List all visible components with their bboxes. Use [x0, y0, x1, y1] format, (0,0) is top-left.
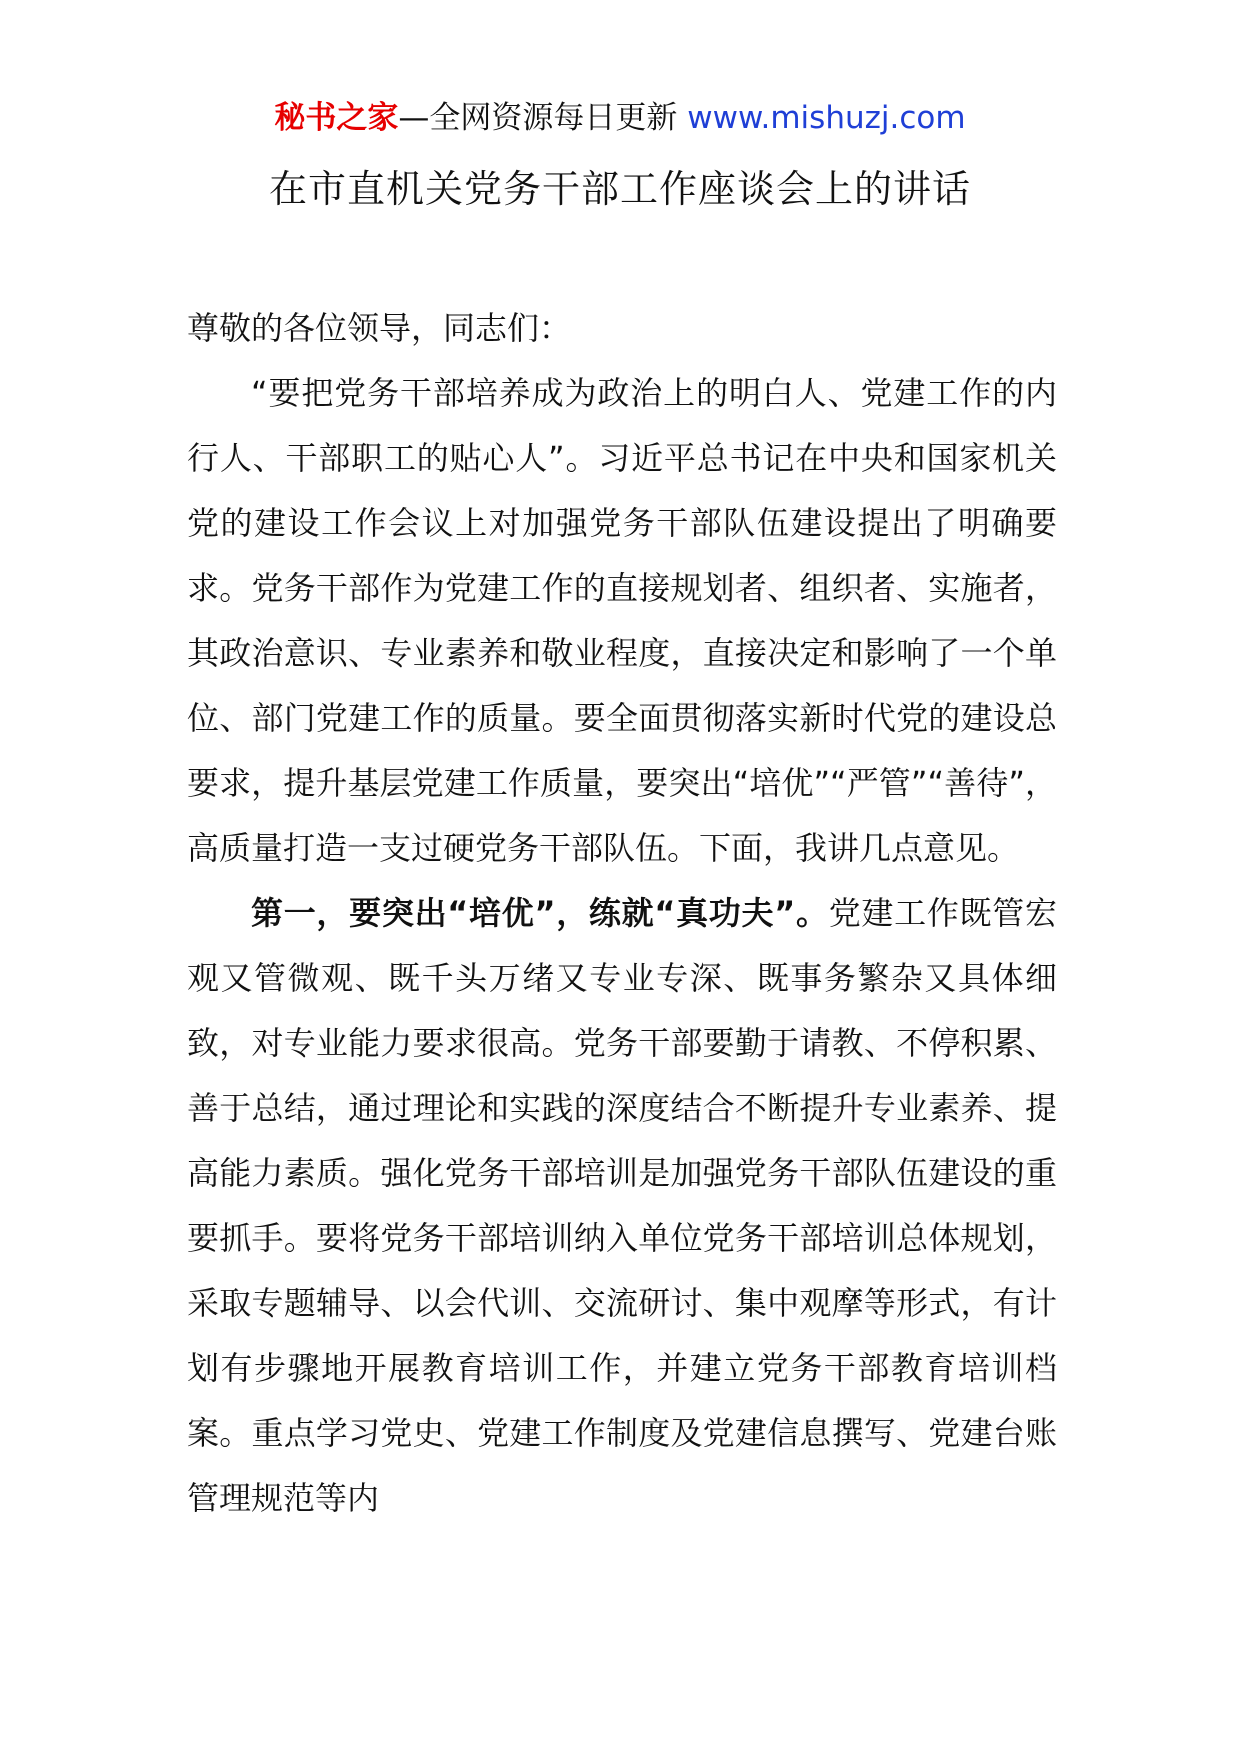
document-body	[187, 296, 1057, 1531]
salutation: 尊敬的各位领导，同志们：	[187, 309, 572, 347]
site-slogan: —全网资源每日更新	[398, 100, 688, 136]
paragraph-2-body: 党建工作既管宏观又管微观、既千头万绪又专业专深、既事务繁杂又具体细致，对专业能力要求很高。党务干部要勤于请教、不停积累、善于总结，通过理论和实践的深度结合不断提升专业素养、提高能力素质。强化党务干部培训是加强党务干部队伍建设的重要抓手。要将党务干部培训纳入单位党务干部培训总体规划，采取专题辅导、以会代训、交流研讨、集中观摩等形式，有计划有步骤地开展教育培训工作，并建立党务干部教育培训档案。重点学习党史、党建工作制度及党建信息撰写、党建台账管理规范等内	[187, 894, 1057, 1517]
site-header	[0, 98, 1240, 138]
site-url-link[interactable]: www.mishuzj.com	[687, 100, 966, 136]
paragraph-2-lead: 第一，要突出“培优”，练就“真功夫”。	[251, 894, 829, 932]
site-brand: 秘书之家	[274, 100, 399, 136]
document-title: 在市直机关党务干部工作座谈会上的讲话	[268, 167, 971, 211]
paragraph-1: “要把党务干部培养成为政治上的明白人、党建工作的内行人、干部职工的贴心人”。习近平总书记在中央和国家机关党的建设工作会议上对加强党务干部队伍建设提出了明确要求。党务干部作为党建工作的直接规划者、组织者、实施者，其政治意识、专业素养和敬业程度，直接决定和影响了一个单位、部门党建工作的质量。要全面贯彻落实新时代党的建设总要求，提升基层党建工作质量，要突出“培优”“严管”“善待”，高质量打造一支过硬党务干部队伍。下面，我讲几点意见。	[187, 374, 1057, 867]
paragraph-2	[187, 881, 1057, 1531]
